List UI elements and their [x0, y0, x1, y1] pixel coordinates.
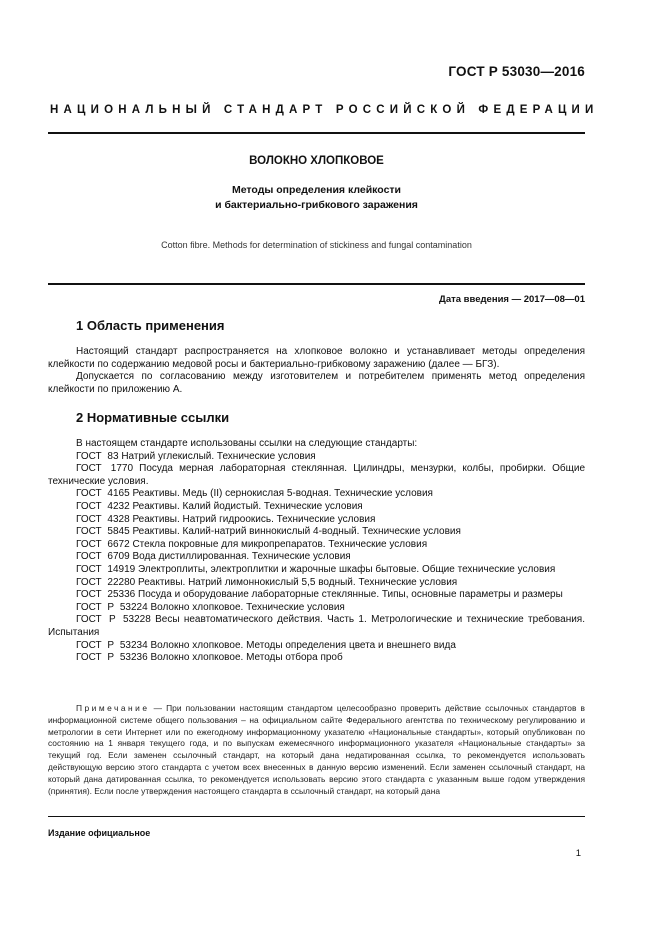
reference-item	[48, 640, 585, 653]
reference-item	[48, 589, 585, 602]
reference-code: ГОСТ 1770	[76, 463, 134, 475]
reference-title: Электроплиты, электроплитки и жарочные шкафы бытовые. Общие технические условия	[138, 563, 556, 575]
paragraph: Настоящий стандарт распространяется на хлопковое волокно и устанавливает методы определения клейкости по содержанию медовой росы и бактериально-грибковому заражению (далее — БГЗ).	[48, 346, 585, 370]
reference-code: ГОСТ Р 53236	[76, 652, 148, 664]
reference-code: ГОСТ Р 53234	[76, 639, 148, 651]
paragraph: Допускается по согласованию между изготовителем и потребителем применять метод определения клейкости по приложению А.	[48, 371, 585, 395]
standard-subtitle	[48, 183, 585, 213]
header-rule	[48, 132, 585, 134]
reference-item	[48, 577, 585, 590]
reference-item	[48, 526, 585, 539]
edition-rule	[48, 816, 585, 817]
reference-code: ГОСТ 4328	[76, 513, 130, 525]
standard-title: ВОЛОКНО ХЛОПКОВОЕ	[249, 155, 384, 167]
introduction-date: Дата введения — 2017—08—01	[439, 294, 585, 305]
page-number: 1	[575, 848, 581, 859]
reference-code: ГОСТ Р 53224	[76, 601, 148, 613]
reference-item	[48, 652, 585, 665]
section-heading: 1 Область применения	[76, 318, 225, 333]
note-label: Примечание	[76, 703, 150, 713]
reference-item	[48, 501, 585, 514]
reference-title: Посуда мерная лабораторная стеклянная. Цилиндры, мензурки, колбы, пробирки. Общие технические условия.	[48, 463, 586, 487]
subtitle-line: и бактериально-грибкового заражения	[215, 199, 418, 211]
reference-title: Реактивы. Калий йодистый. Технические условия	[132, 500, 363, 512]
reference-title: Волокно хлопковое. Методы отбора проб	[150, 652, 343, 664]
section-heading: 2 Нормативные ссылки	[76, 410, 230, 425]
reference-code: ГОСТ 4165	[76, 488, 130, 500]
reference-code: ГОСТ 14919	[76, 563, 136, 575]
note-text: — При пользовании настоящим стандартом целесообразно проверить действие ссылочных стандартов в информационной системе общего пользования – на официальном сайте Федерального агентства по техническому регулированию и метрологии в сети Интернет или по ежегодному информационному указателю «Национальные стандарты», который опубликован по состоянию на 1 января текущего года, и по выпускам ежемесячного информационного указателя «Национальные стандарты» за текущий год. Если заменен ссылочный стандарт, на который дана недатированная ссылка, то рекомендуется использовать действующую версию этого стандарта с учетом всех внесенных в данную версию изменений. Если заменен ссылочный стандарт, на который дана датированная ссылка, то рекомендуется использовать версию этого стандарта с указанным выше годом утверждения (принятия). Если после утверждения настоящего стандарта в ссылочный стандарт, на который дана	[48, 703, 586, 796]
reference-code: ГОСТ 25336	[76, 589, 136, 601]
reference-item	[48, 539, 585, 552]
reference-title: Волокно хлопковое. Методы определения цвета и внешнего вида	[150, 639, 456, 651]
reference-title: Реактивы. Медь (II) сернокислая 5-водная. Технические условия	[132, 488, 433, 500]
reference-title: Вода дистиллированная. Технические условия	[132, 551, 351, 563]
reference-title: Реактивы. Калий-натрий виннокислый 4-водный. Технические условия	[132, 526, 461, 538]
reference-item	[48, 463, 585, 488]
reference-title: Реактивы. Натрий лимоннокислый 5,5 водный. Технические условия	[138, 576, 458, 588]
reference-title: Стекла покровные для микропрепаратов. Технические условия	[132, 538, 428, 550]
reference-title: Натрий углекислый. Технические условия	[121, 450, 316, 462]
reference-code: ГОСТ 6672	[76, 538, 130, 550]
reference-item	[48, 451, 585, 464]
reference-title: Посуда и оборудование лабораторные стеклянные. Типы, основные параметры и размеры	[138, 589, 563, 601]
subtitle-line: Методы определения клейкости	[231, 184, 402, 196]
national-standard-banner: НАЦИОНАЛЬНЫЙ СТАНДАРТ РОССИЙСКОЙ ФЕДЕРАЦИИ	[50, 104, 599, 116]
reference-code: ГОСТ 5845	[76, 526, 130, 538]
reference-code: ГОСТ 6709	[76, 551, 130, 563]
reference-code: ГОСТ 83	[76, 450, 119, 462]
reference-code: ГОСТ Р 53228	[76, 614, 151, 626]
reference-item	[48, 551, 585, 564]
reference-code: ГОСТ 22280	[76, 576, 136, 588]
reference-code: ГОСТ 4232	[76, 500, 130, 512]
reference-list	[48, 451, 585, 665]
normative-references	[48, 438, 585, 665]
reference-title: Реактивы. Натрий гидроокись. Технические условия	[132, 513, 376, 525]
english-title: Cotton fibre. Methods for determination of stickiness and fungal contamination	[161, 240, 472, 250]
note-block	[48, 703, 585, 797]
reference-item	[48, 602, 585, 615]
reference-title: Весы неавтоматического действия. Часть 1. Метрологические и технические требования. Испытания	[48, 614, 585, 638]
reference-item	[48, 514, 585, 527]
title-rule	[48, 283, 585, 285]
reference-item	[48, 488, 585, 501]
document-id: ГОСТ Р 53030—2016	[448, 64, 585, 79]
section-1-body	[48, 346, 585, 396]
edition-label: Издание официальное	[48, 828, 151, 838]
references-intro: В настоящем стандарте использованы ссылки на следующие стандарты:	[76, 438, 418, 449]
reference-item	[48, 614, 585, 639]
reference-item	[48, 564, 585, 577]
reference-title: Волокно хлопковое. Технические условия	[150, 601, 345, 613]
